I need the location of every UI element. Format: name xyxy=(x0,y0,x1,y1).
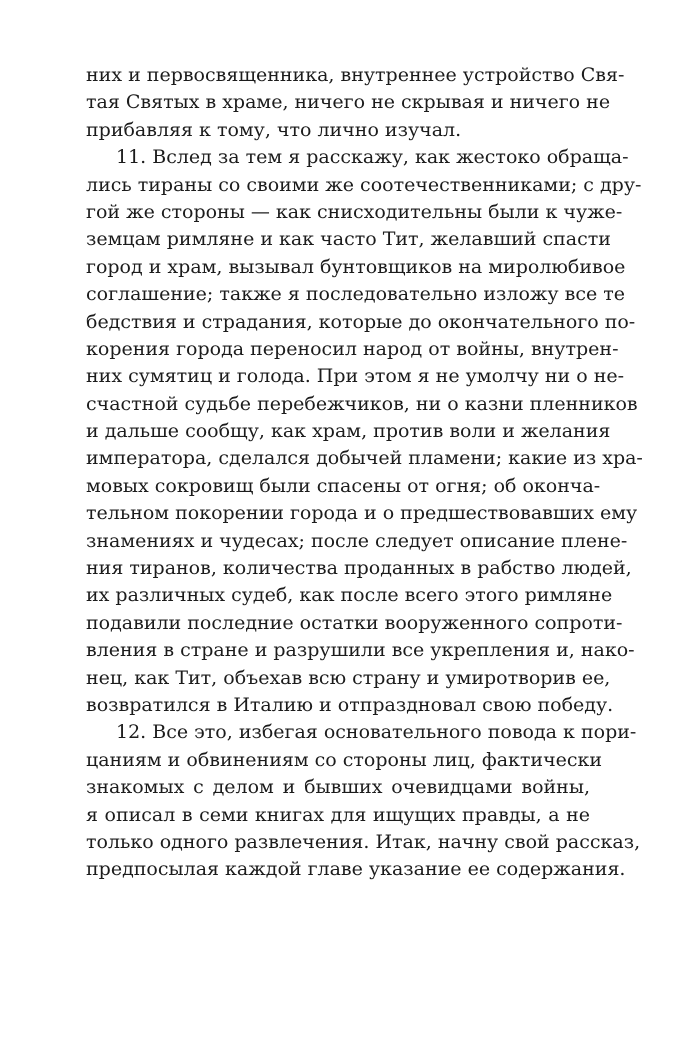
text-line: город и храм, вызывал бунтовщиков на миролюбивое xyxy=(86,255,626,278)
text-line: предпосылая каждой главе указание ее содержания. xyxy=(86,858,626,881)
text-line: я описал в семи книгах для ищущих правды, а не xyxy=(86,803,590,826)
paragraph-12-start: 12. Все это, избегая основательного повода к пори- xyxy=(116,721,637,744)
text-line: бедствия и страдания, которые до окончательного по- xyxy=(86,310,636,333)
text-line: ния тиранов, количества проданных в рабство людей, xyxy=(86,557,632,580)
text-line: тельном покорении города и о предшествовавших ему xyxy=(86,502,638,525)
body-text xyxy=(86,62,643,884)
text-line: лись тираны со своими же соотечественниками; с дру- xyxy=(86,173,642,196)
text-line: них сумятиц и голода. При этом я не умолчу ни о не- xyxy=(86,365,625,388)
text-line: тая Святых в храме, ничего не скрывая и ничего не xyxy=(86,91,611,114)
text-line: гой же стороны — как снисходительны были к чуже- xyxy=(86,200,623,223)
text-line: вления в стране и разрушили все укрепления и, нако- xyxy=(86,639,635,662)
text-line: возвратился в Италию и отпраздновал свою победу. xyxy=(86,693,614,716)
text-line: только одного развлечения. Итак, начну свой рассказ, xyxy=(86,830,641,853)
text-line: и дальше сообщу, как храм, против воли и желания xyxy=(86,420,611,443)
text-line: подавили последние остатки вооруженного сопроти- xyxy=(86,611,623,634)
text-line: их различных судеб, как после всего этого римляне xyxy=(86,584,613,607)
text-line: знамениях и чудесах; после следует описание плене- xyxy=(86,529,628,552)
text-line: земцам римляне и как часто Тит, желавший спасти xyxy=(86,228,611,251)
text-line: корения города переносил народ от войны, внутрен- xyxy=(86,337,619,360)
paragraph-11-start: 11. Вслед за тем я расскажу, как жестоко обраща- xyxy=(116,146,629,169)
text-line: соглашение; также я последовательно изложу все те xyxy=(86,283,625,306)
text-line: знакомых с делом и бывших очевидцами войны, xyxy=(86,776,590,799)
text-line: императора, сделался добычей пламени; какие из хра- xyxy=(86,447,643,470)
text-line: них и первосвященника, внутреннее устройство Свя- xyxy=(86,64,625,86)
text-line: прибавляя к тому, что лично изучал. xyxy=(86,118,462,141)
text-line: счастной судьбе перебежчиков, ни о казни пленников xyxy=(86,392,638,415)
text-line: цаниям и обвинениям со стороны лиц, фактически xyxy=(86,748,603,771)
text-line: мовых сокровищ были спасены от огня; об оконча- xyxy=(86,474,601,497)
text-line: нец, как Тит, объехав всю страну и умиротворив ее, xyxy=(86,666,611,689)
